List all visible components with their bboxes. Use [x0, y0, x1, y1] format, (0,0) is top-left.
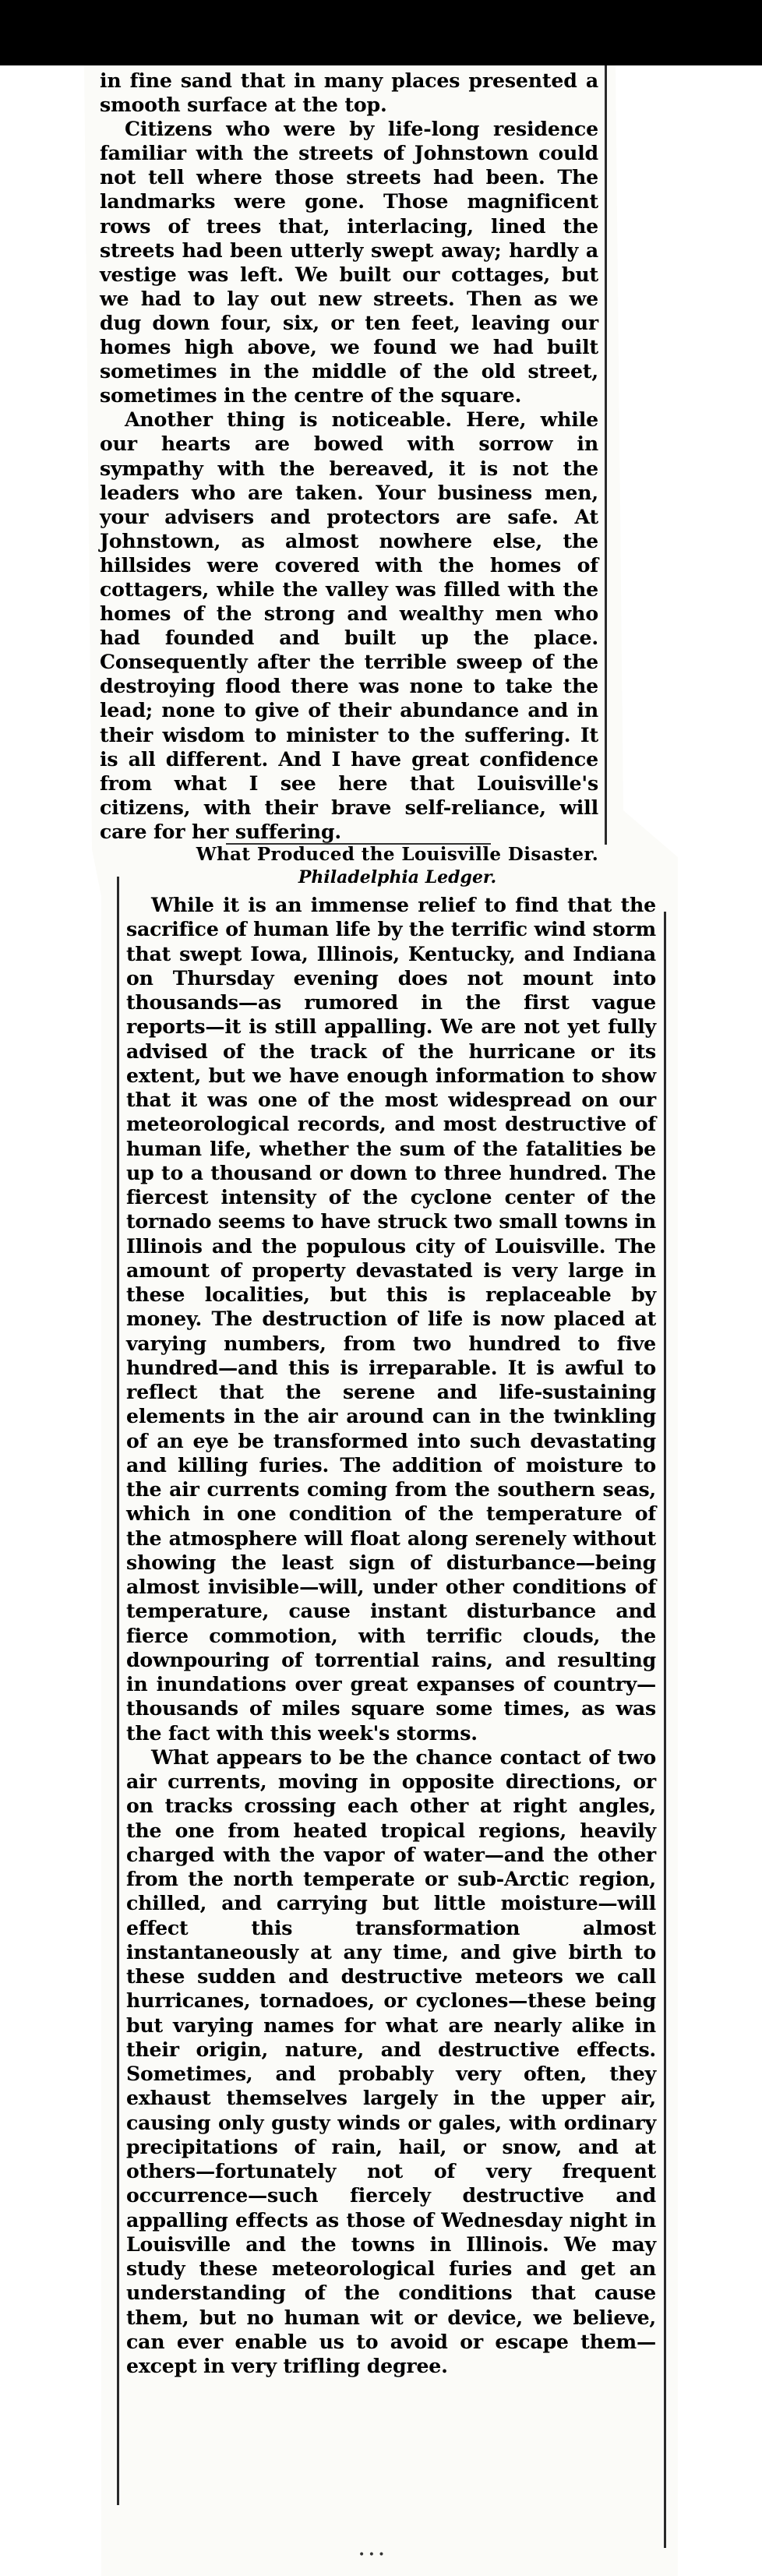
article-paragraph: What appears to be the chance contact of two air currents, moving in opposite directions, or on tracks crossing each other at right angles, the one from heated tropical regions, heavily charged with the vapor of water—and the other from the north temperate or sub-Arctic region, chilled, and carrying but little moisture—will effect this transformation almost instantaneously at any time, and give birth to these sudden and destructive meteors we call hurricanes, tornadoes, or cyclones—these being but varying names for what are nearly alike in their origin, nature, and destructive effects. Sometimes, and probably very often, they exhaust themselves largely in the upper air, causing only gusty winds or gales, with ordinary precipitations of rain, hail, or snow, and at others—fortunately not of very frequent occurrence—such fiercely destructive and appalling effects as those of Wednesday night in Louisville and the towns in Illinois. We may study these meteorological furies and get an understanding of the conditions that cause them, but no human wit or device, we believe, can ever enable us to avoid or escape them—except in very trifling degree. — [126, 1745, 656, 2377]
end-ornament: • • • — [358, 2549, 385, 2561]
column-rule-right-bottom — [664, 912, 666, 2548]
article-headline: What Produced the Louisville Disaster. — [196, 844, 599, 865]
scan-top-border — [0, 0, 762, 65]
article-paragraph: in fine sand that in many places presented a smooth surface at the top. — [100, 69, 598, 117]
article-source: Philadelphia Ledger. — [298, 867, 497, 887]
article-continuation — [100, 69, 598, 844]
article-paragraph: Another thing is noticeable. Here, while our hearts are bowed with sorrow in sympathy with the bereaved, it is not the leaders who are taken. Your business men, your advisers and protectors are safe. At Johnstown, as almost nowhere else, the hillsides were covered with the homes of cottagers, while the valley was filled with the homes of the strong and wealthy men who had founded and built up the place. Consequently after the terrible sweep of the destroying flood there was none to take the lead; none to give of their abundance and in their wisdom to minister to the suffering. It is all different. And I have great confidence from what I see here that Louisville's citizens, with their brave self-reliance, will care for her suffering. — [100, 408, 598, 843]
article-paragraph: While it is an immense relief to find that the sacrifice of human life by the terrific wind storm that swept Iowa, Illinois, Kentucky, and Indiana on Thursday evening does not mount into thousands—as rumored in the first vague reports—it is still appalling. We are not yet fully advised of the track of the hurricane or its extent, but we have enough information to show that it was one of the most widespread on our meteorological records, and most destructive of human life, whether the sum of the fatalities be up to a thousand or down to three hundred. The fiercest intensity of the cyclone center of the tornado seems to have struck two small towns in Illinois and the populous city of Louisville. The amount of property devastated is very large in these localities, but this is replaceable by money. The destruction of life is now placed at varying numbers, from two hundred to five hundred—and this is irreparable. It is awful to reflect that the serene and life-sustaining elements in the air around can in the twinkling of an eye be transformed into such devastating and killing furies. The addition of moisture to the air currents coming from the southern seas, which in one condition of the temperature of the atmosphere will float along serenely without showing the least sign of disturbance—being almost invisible—will, under other conditions of temperature, cause instant disturbance and fierce commotion, with terrific clouds, the downpouring of torrential rains, and resulting in inundations over great expanses of country—thousands of miles square some times, as was the fact with this week's storms. — [126, 893, 656, 1745]
article-paragraph: Citizens who were by life-long residence familiar with the streets of Johnstown could not tell where those streets had been. The landmarks were gone. Those magnificent rows of trees that, interlacing, lined the streets had been utterly swept away; hardly a vestige was left. We built our cottages, but we had to lay out new streets. Then as we dug down four, six, or ten feet, leaving our homes high above, we found we had built sometimes in the middle of the old street, sometimes in the centre of the square. — [100, 117, 598, 408]
article-body — [126, 893, 656, 2378]
column-rule-right-top — [605, 65, 607, 845]
column-rule-left — [117, 877, 119, 2505]
